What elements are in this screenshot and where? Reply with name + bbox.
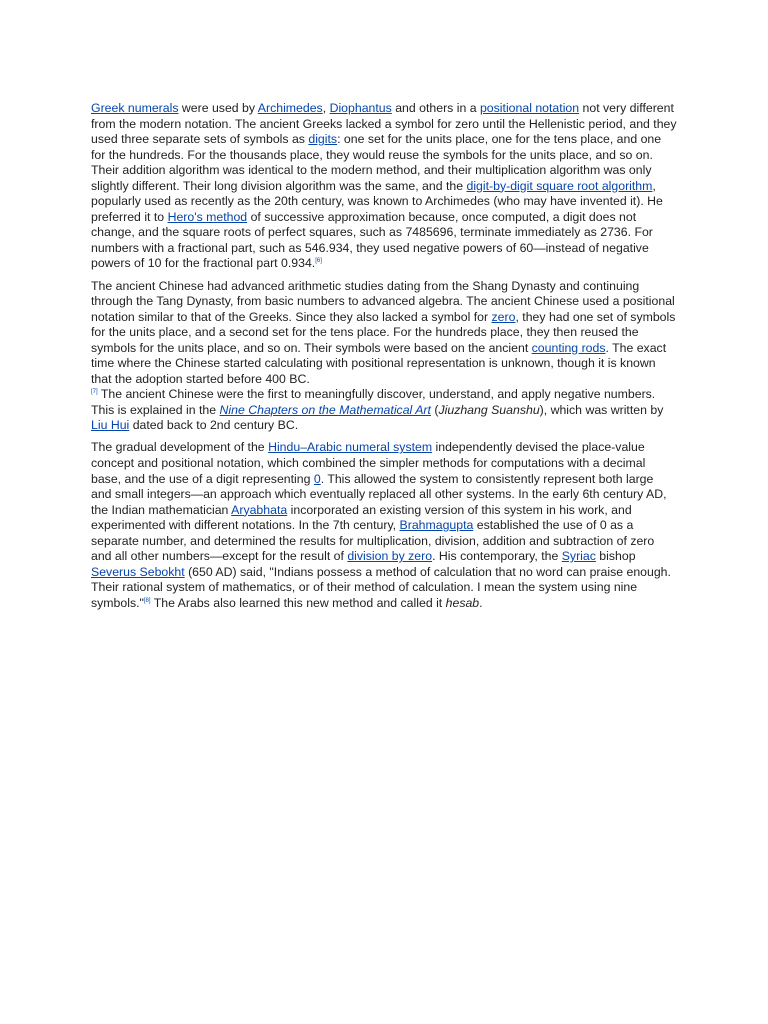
text: dated back to 2nd century BC. (129, 418, 299, 433)
link-text: Nine Chapters on the Mathematical Art (219, 402, 431, 417)
citation (144, 598, 151, 604)
text: and others in a (391, 101, 480, 115)
link-zero[interactable]: zero (491, 309, 516, 324)
link-positional-notation[interactable]: positional notation (479, 101, 580, 115)
text: . This allowed the system to consistently represent both large and small integers—an approach which eventually replaced all other systems. In the early 6th century AD, the Indian mathematician (91, 471, 667, 517)
link-counting-rods[interactable]: counting rods (531, 340, 606, 355)
paragraph-greek (91, 101, 677, 272)
paragraph-chinese (91, 279, 677, 434)
link-nine-chapters[interactable] (220, 403, 431, 417)
citation-link-6[interactable]: [6] (315, 258, 322, 265)
link-syriac[interactable]: Syriac (561, 549, 596, 564)
citation (315, 258, 322, 264)
text: . His contemporary, the (432, 549, 562, 564)
text: established the use of 0 as a separate number, and determined the results for multiplication, division, addition and subtraction of zero and all other numbers—except for the result of (91, 518, 655, 564)
text: incorporated an existing version of this system in his work, and experimented with different notations. In the 7th century, (91, 502, 632, 533)
text: bishop (595, 549, 636, 564)
text: . (479, 595, 483, 610)
text: of successive approximation because, once computed, a digit does not change, and the square roots of perfect squares, such as 7485696, terminate immediately as 2736. For numbers with a fractional part, such as 546.934, they used negative powers of 60—instead of negative powers of 10 for the fractional part 0.934. (91, 209, 653, 271)
link-brahmagupta[interactable]: Brahmagupta (399, 518, 474, 533)
citation-link-8[interactable]: [8] (143, 597, 151, 604)
citation (91, 389, 98, 395)
text: (650 AD) said, "Indians possess a method of calculation that no word can praise enough. Their rational system of mathematics, or of their method of calculation. I mean the system using nine symbols." (91, 564, 671, 610)
paragraph-hindu-arabic (91, 440, 677, 611)
link-severus-sebokht[interactable]: Severus Sebokht (91, 564, 185, 579)
link-liu-hui[interactable]: Liu Hui (91, 418, 130, 433)
text: , (322, 101, 330, 115)
link-digits[interactable]: digits (308, 132, 338, 147)
link-square-root-algorithm[interactable]: digit-by-digit square root algorithm (466, 178, 653, 193)
text: The gradual development of the (91, 440, 269, 455)
link-0[interactable]: 0 (313, 471, 321, 486)
citation-link-7[interactable]: [7] (91, 389, 98, 396)
link-heros-method[interactable]: Hero's method (167, 209, 248, 224)
text: The Arabs also learned this new method and called it (150, 595, 446, 610)
italic-term: hesab (445, 595, 480, 610)
text: . The exact time where the Chinese started calculating with positional representation is unknown, though it is known that the adoption started before 400 BC. (91, 340, 667, 386)
text: ( (430, 402, 439, 417)
link-division-by-zero[interactable]: division by zero (347, 549, 433, 564)
text: , popularly used as recently as the 20th century, was known to Archimedes (who may have invented it). He preferred it to (91, 178, 663, 224)
article-body (91, 101, 677, 618)
italic-title: Jiuzhang Suanshu (438, 402, 540, 417)
text: , they had one set of symbols for the units place, and a second set for the tens place. For the hundreds place, they then reused the symbols for the units place, and so on. Their symbols were based on the ancient (91, 309, 676, 355)
link-diophantus[interactable]: Diophantus (329, 101, 392, 115)
text: not very different from the modern notation. The ancient Greeks lacked a symbol for zero until the Hellenistic period, and they used three separate sets of symbols as (91, 101, 677, 147)
text: ), which was written by (539, 402, 664, 417)
link-greek-numerals[interactable]: Greek numerals (91, 101, 179, 115)
text: The ancient Chinese had advanced arithmetic studies dating from the Shang Dynasty and continuing through the Tang Dynasty, from basic numbers to advanced algebra. The ancient Chinese used a positional notation similar to that of the Greeks. Since they also lacked a symbol for (91, 278, 675, 324)
text: The ancient Chinese were the first to meaningfully discover, understand, and apply negative numbers. This is explained in the (91, 387, 656, 417)
link-hindu-arabic[interactable]: Hindu–Arabic numeral system (268, 440, 433, 455)
link-archimedes[interactable]: Archimedes (257, 101, 323, 115)
text: independently devised the place-value concept and positional notation, which combined the simpler methods for computations with a decimal base, and the use of a digit representing (91, 440, 646, 486)
text: : one set for the units place, one for the tens place, and one for the hundreds. For the thousands place, they would reuse the symbols for the units place, and so on. Their addition algorithm was identical to the modern method, and their multiplication algorithm was only slightly different. Their long division algorithm was the same, and the (91, 132, 662, 193)
link-aryabhata[interactable]: Aryabhata (231, 502, 288, 517)
text: were used by (178, 101, 258, 115)
